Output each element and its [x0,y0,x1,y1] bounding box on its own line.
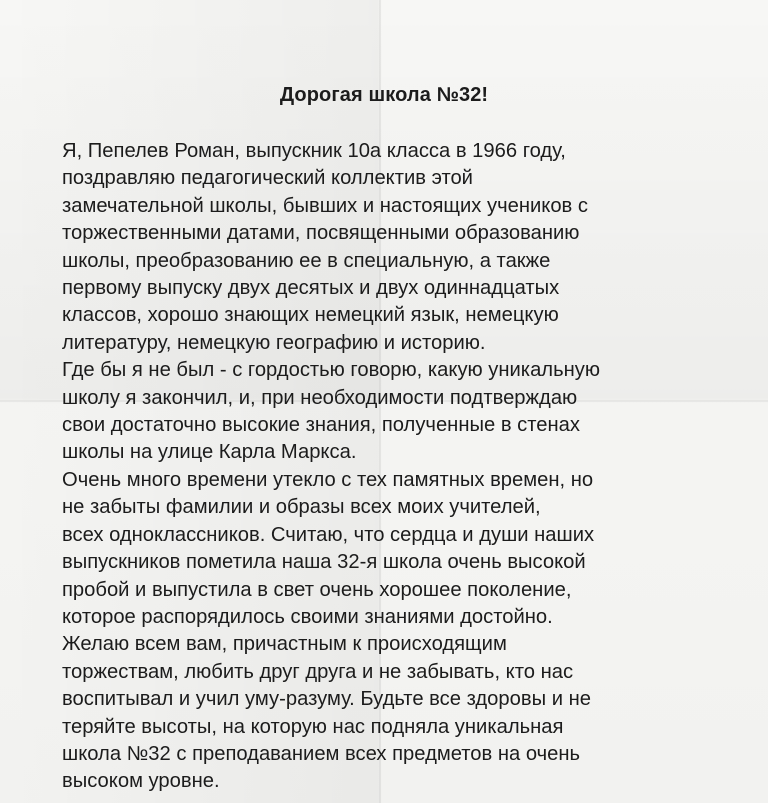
letter-line: школу я закончил, и, при необходимости подтверждаю [62,386,578,409]
letter-line: которое распорядилось своими знаниями достойно. [62,605,553,628]
letter-line: школа №32 с преподаванием всех предметов на очень [62,742,581,765]
letter-line: Я, Пепелев Роман, выпускник 10а класса в 1966 году, [62,140,566,162]
letter-line: торжественными датами, посвященными образованию [62,222,580,245]
letter-line: теряйте высоты, на которую нас подняла уникальная [62,715,564,738]
letter-line: Где бы я не был - с гордостью говорю, какую уникальную [62,359,600,382]
letter-line: школы, преобразованию ее в специальную, а также [62,249,551,272]
letter-line: высоком уровне. [62,770,220,793]
letter-line: пробой и выпустила в свет очень хорошее поколение, [62,578,572,601]
letter-line: свои достаточно высокие знания, полученные в стенах [62,414,580,437]
letter-line: Очень много времени утекло с тех памятных времен, но [62,468,594,491]
letter-line: воспитывал и учил уму-разуму. Будьте все здоровы и не [62,688,591,711]
letter-line: торжествам, любить друг друга и не забывать, кто нас [62,660,574,683]
letter-line: Желаю всем вам, причастным к происходящим [62,633,507,656]
letter-line: школы на улице Карла Маркса. [62,441,357,464]
letter-line: поздравляю педагогический коллектив этой [62,167,473,190]
letter-line: всех одноклассников. Считаю, что сердца и души наших [62,523,595,546]
letter-line: не забыты фамилии и образы всех моих учителей, [62,496,541,519]
letter-body [62,138,762,796]
letter-heading: Дорогая школа №32! [279,84,489,106]
letter-line: литературу, немецкую географию и историю. [62,331,486,354]
letter-line: замечательной школы, бывших и настоящих учеников с [62,194,588,217]
letter-line: первому выпуску двух десятых и двух одиннадцатых [62,277,560,300]
letter-line: выпускников пометила наша 32-я школа очень высокой [62,551,586,574]
letter-line: классов, хорошо знающих немецкий язык, немецкую [62,304,559,327]
